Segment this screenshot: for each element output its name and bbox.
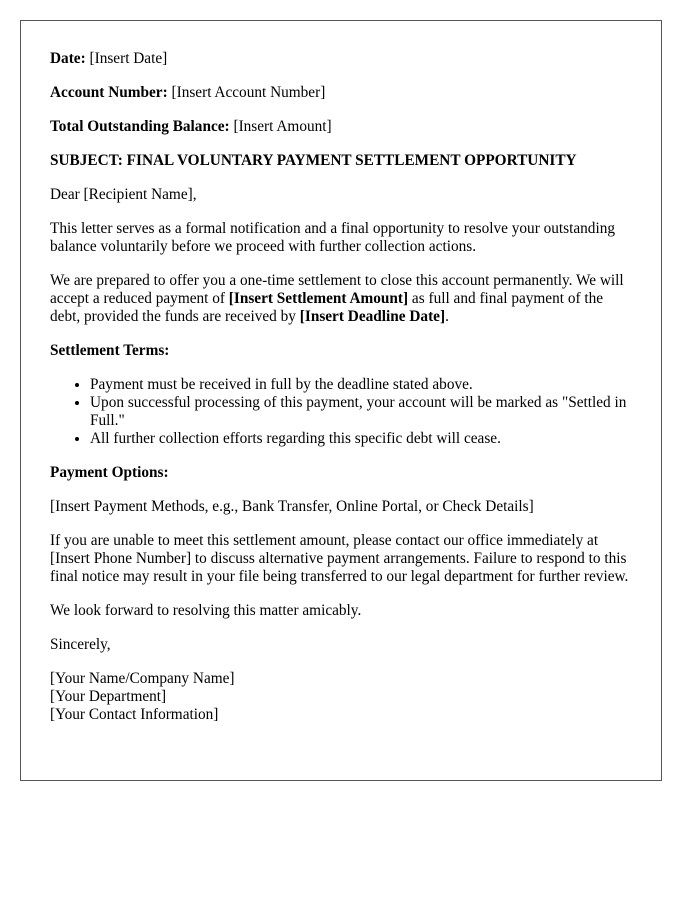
offer-paragraph xyxy=(50,272,633,326)
balance-value: [Insert Amount] xyxy=(233,118,332,135)
signature-contact: [Your Contact Information] xyxy=(50,706,219,723)
terms-list-item: • All further collection efforts regarding this specific debt will cease. xyxy=(90,430,633,448)
terms-list-item: • Payment must be received in full by the deadline stated above. xyxy=(90,376,633,394)
date-label: Date: xyxy=(50,50,86,67)
account-number-line xyxy=(50,84,633,102)
terms-list-item: • Upon successful processing of this payment, your account will be marked as "Settled in Full." xyxy=(90,394,633,430)
date-value: [Insert Date] xyxy=(89,50,168,67)
settlement-amount: [Insert Settlement Amount] xyxy=(228,290,409,307)
signature-name: [Your Name/Company Name] xyxy=(50,670,235,687)
balance-label: Total Outstanding Balance: xyxy=(50,118,230,135)
terms-list xyxy=(50,376,633,448)
salutation: Dear [Recipient Name], xyxy=(50,186,197,203)
deadline-date: [Insert Deadline Date] xyxy=(299,308,446,325)
terms-heading: Settlement Terms: xyxy=(50,342,170,359)
offer-text-1: We are prepared to offer you a one-time settlement to close this account permanently. We will accept a reduced payment of xyxy=(50,272,624,307)
account-number-label: Account Number: xyxy=(50,84,168,101)
payment-options-heading: Payment Options: xyxy=(50,464,169,481)
contact-paragraph: If you are unable to meet this settlement amount, please contact our office immediately at [Insert Phone Number] to discuss alternative payment arrangements. Failure to respond to this final notice may result in your file being transferred to our legal department for further review. xyxy=(50,532,629,585)
subject-line: SUBJECT: FINAL VOLUNTARY PAYMENT SETTLEMENT OPPORTUNITY xyxy=(50,152,577,169)
balance-line xyxy=(50,118,633,136)
signature-department: [Your Department] xyxy=(50,688,167,705)
account-number-value: [Insert Account Number] xyxy=(171,84,326,101)
signature-block xyxy=(50,670,633,724)
letter-page xyxy=(20,20,662,781)
date-line xyxy=(50,50,633,68)
offer-text-3: . xyxy=(445,308,449,325)
signoff: Sincerely, xyxy=(50,636,111,653)
closing-line: We look forward to resolving this matter amicably. xyxy=(50,602,362,619)
offer-text-2: as full and final payment of the debt, provided the funds are received by xyxy=(50,290,604,325)
payment-methods: [Insert Payment Methods, e.g., Bank Transfer, Online Portal, or Check Details] xyxy=(50,498,534,515)
intro-paragraph: This letter serves as a formal notification and a final opportunity to resolve your outstanding balance voluntarily before we proceed with further collection actions. xyxy=(50,220,615,255)
